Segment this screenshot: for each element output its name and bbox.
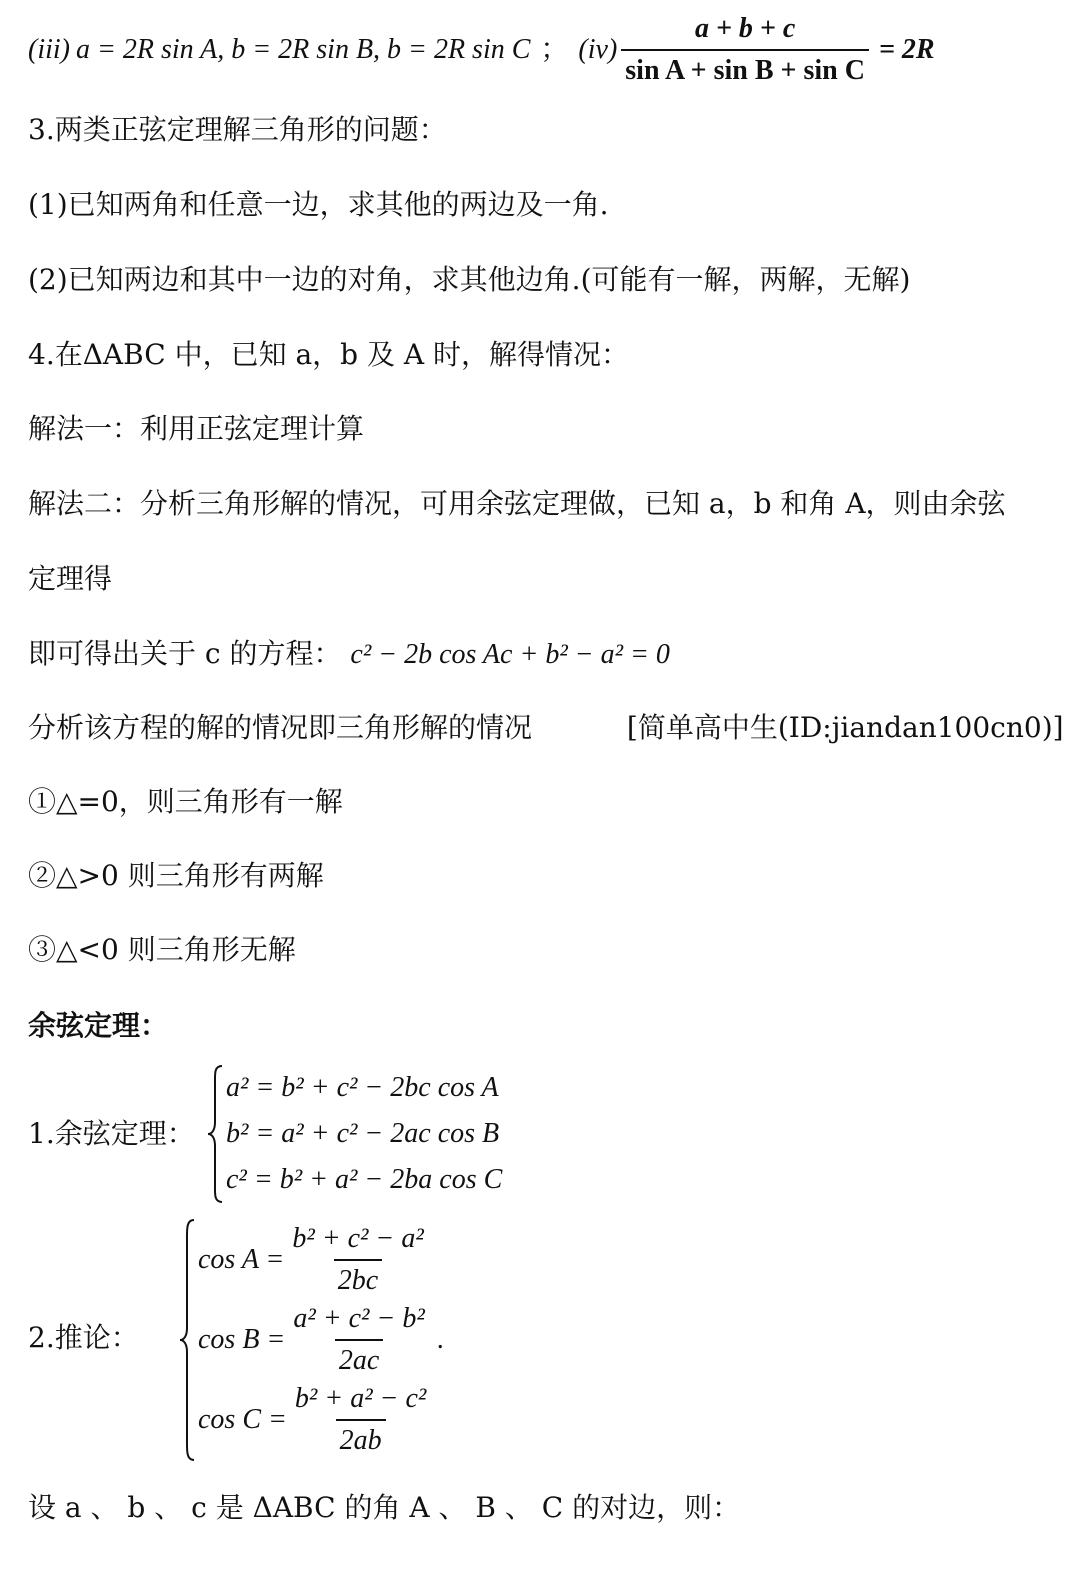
formula-line-iii-iv <box>28 13 935 86</box>
cos-a-lhs: cos A = <box>198 1244 285 1275</box>
equation-intro: 即可得出关于 c 的方程： <box>28 637 342 670</box>
item-3-1: (1)已知两角和任意一边，求其他的两边及一角. <box>28 188 609 221</box>
cosine-heading: 余弦定理： <box>28 1009 169 1042</box>
formula-iii: a = 2R sin A, b = 2R sin B, b = 2R sin C <box>76 34 531 65</box>
cosine-law-eq-b: b² = a² + c² − 2ac cos B <box>226 1118 500 1149</box>
case-1: ①△=0，则三角形有一解 <box>28 785 343 818</box>
item-4: 4.在ΔABC 中，已知 a，b 及 A 时，解得情况： <box>28 338 630 371</box>
cos-c-numerator: b² + a² − c² <box>294 1383 427 1414</box>
fraction-iv-denominator: sin A + sin B + sin C <box>621 49 869 89</box>
formula-iv-rhs: = 2R <box>878 34 935 65</box>
label-iv: (iv) <box>578 34 618 65</box>
cosine-law-system <box>206 1064 502 1204</box>
watermark: [简单高中生(ID:jiandan100cn0)] <box>626 711 1064 744</box>
fraction-iv <box>621 11 869 89</box>
corollary-cos-c <box>198 1380 444 1460</box>
label-iii: (iii) <box>28 34 70 65</box>
corollary-label: 2.推论： <box>28 1321 139 1354</box>
case-3: ③△<0 则三角形无解 <box>28 933 296 966</box>
cos-c-fraction <box>291 1381 430 1459</box>
corollary-cos-b <box>198 1300 444 1380</box>
cos-b-fraction <box>289 1301 428 1379</box>
analysis-text: 分析该方程的解的情况即三角形解的情况 <box>28 711 533 744</box>
cosine-law-equations <box>226 1065 502 1203</box>
analysis-line <box>28 710 1064 746</box>
method-2-line-2: 定理得 <box>28 562 113 595</box>
equation-line <box>28 636 670 673</box>
method-1: 解法一：利用正弦定理计算 <box>28 412 365 445</box>
separator: ； <box>540 34 569 65</box>
corollary-period: . <box>436 1324 444 1355</box>
quadratic-equation: c² − 2b cos Ac + b² − a² = 0 <box>350 639 670 670</box>
method-2-line-1: 解法二：分析三角形解的情况，可用余弦定理做，已知 a，b 和角 A，则由余弦 <box>28 487 1006 520</box>
corollary-cos-a <box>198 1220 444 1300</box>
cos-c-lhs: cos C = <box>198 1404 287 1435</box>
last-line: 设 a 、 b 、 c 是 ΔABC 的角 A 、 B 、 C 的对边，则： <box>28 1491 741 1524</box>
cos-a-numerator: b² + c² − a² <box>292 1223 424 1254</box>
cosine-law-eq-a: a² = b² + c² − 2bc cos A <box>226 1072 499 1103</box>
cosine-law-label: 1.余弦定理： <box>28 1117 195 1150</box>
corollary-equations <box>198 1220 444 1460</box>
left-brace-icon <box>206 1064 226 1204</box>
item-3-2: (2)已知两边和其中一边的对角，求其他边角.(可能有一解，两解，无解) <box>28 263 911 296</box>
left-brace-icon <box>178 1218 198 1462</box>
cos-b-lhs: cos B = <box>198 1324 286 1355</box>
cos-b-denominator: 2ac <box>335 1339 383 1379</box>
case-2: ②△>0 则三角形有两解 <box>28 859 324 892</box>
cos-b-numerator: a² + c² − b² <box>293 1303 425 1334</box>
cos-a-fraction <box>288 1221 427 1299</box>
cosine-law-eq-c: c² = b² + a² − 2ba cos C <box>226 1164 503 1195</box>
corollary-system <box>178 1218 444 1462</box>
cos-a-denominator: 2bc <box>334 1259 382 1299</box>
item-3: 3.两类正弦定理解三角形的问题： <box>28 113 447 146</box>
fraction-iv-numerator: a + b + c <box>694 13 796 44</box>
cos-c-denominator: 2ab <box>336 1419 386 1459</box>
